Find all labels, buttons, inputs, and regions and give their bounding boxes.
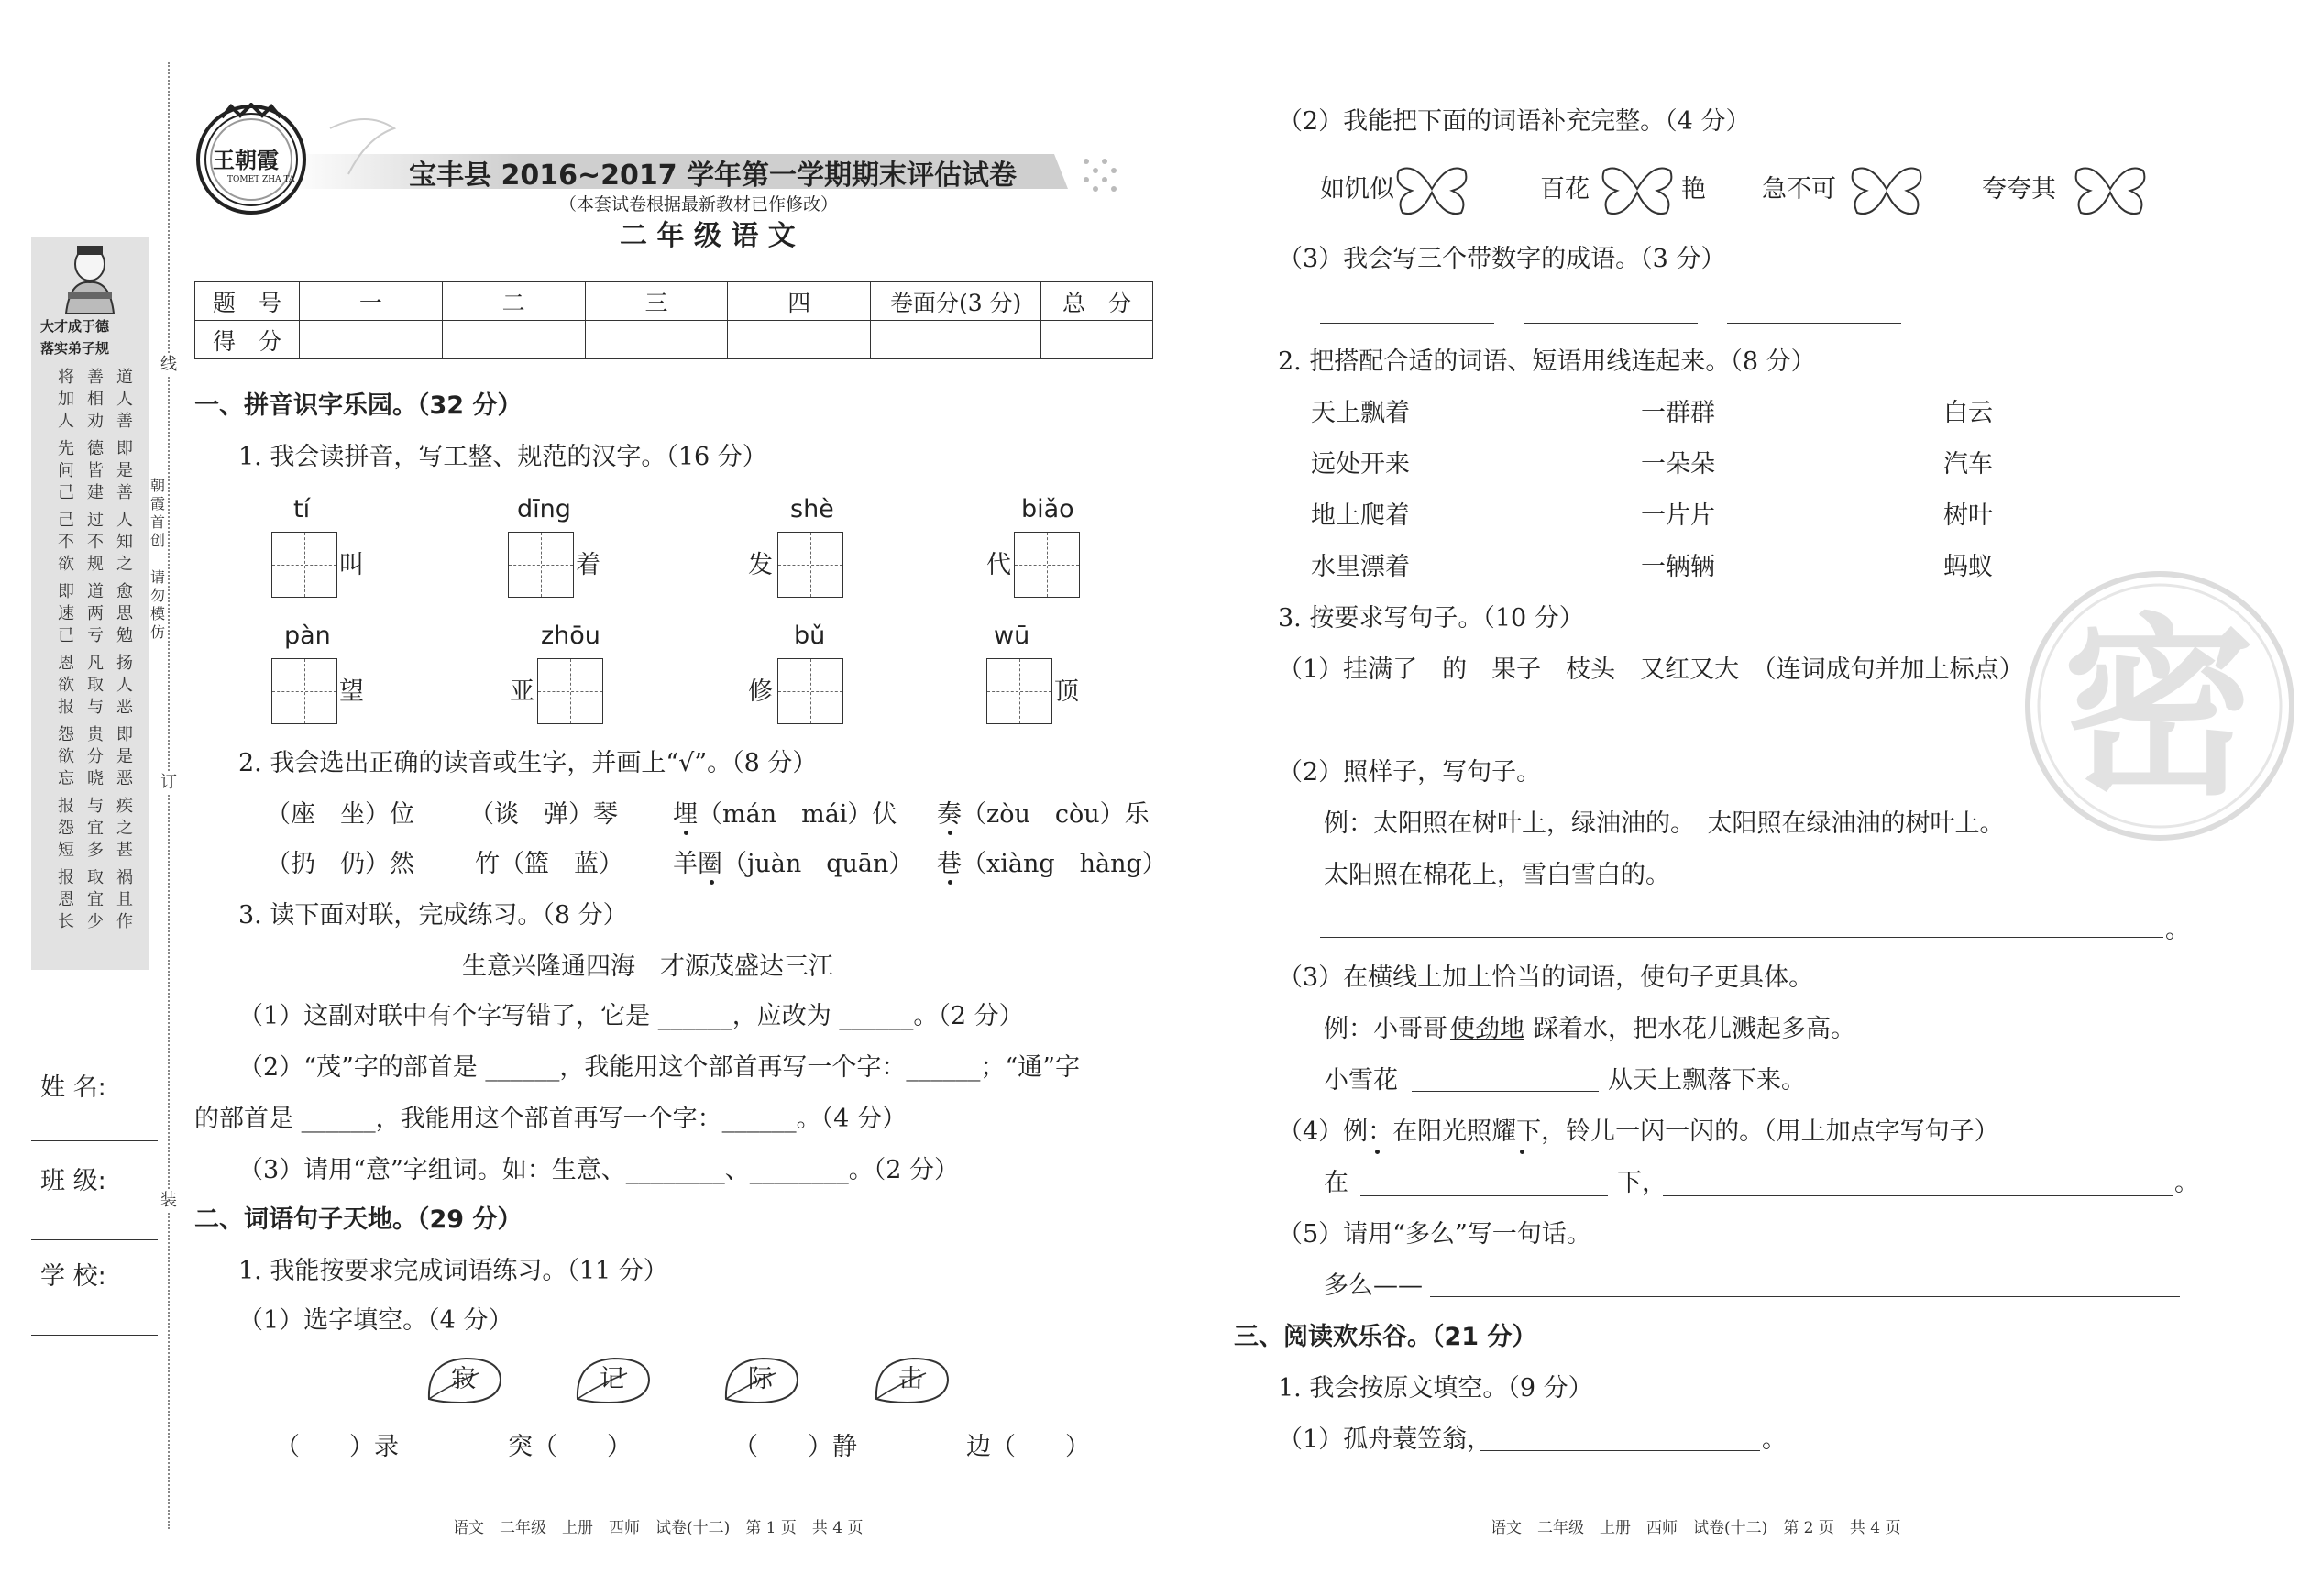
sidebar-verse: 扬人恶: [116, 654, 133, 717]
answer-line[interactable]: [1524, 323, 1698, 324]
leaf-character: 击: [898, 1365, 923, 1393]
question-2-3-3: （3）在横线上加上恰当的词语，使句子更具体。: [1278, 963, 1814, 992]
writing-box[interactable]: [777, 532, 843, 598]
emphasis-dot: [710, 880, 714, 885]
example-prefix: 例：小哥哥: [1324, 1015, 1447, 1043]
sidebar-slogan-1: 大才成于德: [40, 318, 110, 335]
choice-item[interactable]: （谈 弹）琴: [469, 800, 618, 829]
question-1-3-2-cont[interactable]: 的部首是 ______，我能用这个部首再写一个字：______。（4 分）: [194, 1105, 907, 1133]
answer-line[interactable]: [1663, 1195, 2173, 1196]
pinyin-label: bǔ: [794, 622, 826, 650]
sidebar-verse: 人知之: [116, 511, 133, 574]
logo-subtext: TOMET ZHA TA: [227, 175, 295, 184]
page-2-footer: 语文 二年级 上册 西师 试卷(十二) 第 2 页 共 4 页: [1491, 1519, 1901, 1537]
writing-box[interactable]: [777, 658, 843, 724]
page-1-footer: 语文 二年级 上册 西师 试卷(十二) 第 1 页 共 4 页: [453, 1519, 864, 1537]
writing-box[interactable]: [1014, 532, 1080, 598]
emphasis-dot: [684, 831, 688, 835]
writing-box[interactable]: [986, 658, 1052, 724]
idiom-prefix: 夸夸其: [1982, 175, 2056, 204]
sidebar-verse: 先问己: [58, 439, 74, 502]
question-2-1-1: （1）选字填空。（4 分）: [238, 1306, 513, 1335]
char-hint: 代: [986, 551, 1011, 579]
binding-mark-xian: 线: [160, 355, 177, 374]
period-mark: 。: [2174, 1169, 2199, 1197]
leaf-character: 寂: [451, 1365, 476, 1393]
question-2-1: 1. 我能按要求完成词语练习。（11 分）: [238, 1257, 668, 1285]
match-item[interactable]: 一辆辆: [1641, 553, 1715, 581]
answer-line[interactable]: [1320, 323, 1494, 324]
question-2-3-4: （4）例：在阳光照耀下，铃儿一闪一闪的。（用上加点字写句子）: [1278, 1117, 1999, 1146]
question-1-3-1[interactable]: （1）这副对联中有个字写错了，它是 ______，应改为 ______。（2 分）: [238, 1002, 1024, 1030]
question-2-1-3: （3）我会写三个带数字的成语。（3 分）: [1278, 245, 1726, 273]
match-item[interactable]: 一群群: [1641, 399, 1715, 427]
writing-box[interactable]: [537, 658, 603, 724]
question-2-2: 2. 把搭配合适的词语、短语用线连起来。（8 分）: [1278, 347, 1816, 376]
sidebar-verse: 道两亏: [87, 582, 104, 645]
butterfly-blank-icon[interactable]: [1599, 161, 1676, 220]
question-1-3-2[interactable]: （2）“茂”字的部首是 ______，我能用这个部首再写一个字：______；“通”字: [238, 1053, 1080, 1082]
question-3-1: 1. 我会按原文填空。（9 分）: [1278, 1374, 1593, 1403]
score-header-cell: 题 号: [195, 282, 300, 321]
char-hint: 亚: [510, 677, 534, 706]
sidebar-verse: 德皆建: [87, 439, 104, 502]
butterfly-blank-icon[interactable]: [1848, 161, 1925, 220]
match-item[interactable]: 天上飘着: [1311, 399, 1410, 427]
sidebar-verse: 报恩长: [58, 868, 74, 931]
scholar-figure-icon: [48, 240, 132, 315]
fill-blank[interactable]: 突（ ）: [508, 1433, 632, 1461]
period-mark: 。: [2165, 916, 2190, 944]
sentence-middle: 下，: [1617, 1169, 1667, 1197]
pinyin-label: biǎo: [1021, 495, 1074, 523]
question-2-3-5: （5）请用“多么”写一句话。: [1278, 1220, 1591, 1249]
question-3-1-1: （1）孤舟蓑笠翁，: [1278, 1425, 1492, 1454]
section-1-heading: 一、拼音识字乐园。（32 分）: [194, 391, 523, 420]
choice-item[interactable]: 竹（篮 蓝）: [475, 850, 623, 878]
section-3-heading: 三、阅读欢乐谷。（21 分）: [1234, 1323, 1537, 1351]
section-2-heading: 二、词语句子天地。（29 分）: [194, 1205, 523, 1234]
emphasis-dot: [1375, 1150, 1380, 1154]
sidebar-slogan-2: 落实弟子规: [40, 340, 110, 357]
answer-line[interactable]: [1430, 1296, 2180, 1297]
sidebar-verse: 过不规: [87, 511, 104, 574]
couplet: 生意兴隆通四海 才源茂盛达三江: [462, 952, 833, 981]
exam-title: 宝丰县 2016~2017 学年第一学期期末评估试卷: [409, 160, 1018, 192]
idiom-prefix: 百花: [1540, 175, 1590, 204]
question-1-3: 3. 读下面对联，完成练习。（8 分）: [238, 901, 628, 930]
sidebar-verse: 怨欲忘: [58, 725, 74, 788]
sidebar-verse: 即是恶: [116, 725, 133, 788]
question-1-2: 2. 我会选出正确的读音或生字，并画上“√”。（8 分）: [238, 749, 818, 777]
sidebar-verse: 贵分晓: [87, 725, 104, 788]
score-header-cell: 卷面分(3 分): [871, 282, 1041, 321]
sidebar-verse: 报怨短: [58, 797, 74, 860]
school-field[interactable]: [31, 1335, 158, 1336]
source-sentence: 太阳照在棉花上，雪白雪白的。: [1324, 861, 1670, 889]
score-table: [194, 281, 1153, 359]
butterfly-blank-icon[interactable]: [1393, 161, 1470, 220]
char-hint: 叫: [339, 551, 364, 579]
name-field[interactable]: [31, 1140, 158, 1141]
choice-item[interactable]: 埋（mán mái）伏: [673, 800, 897, 829]
idiom-suffix: 艳: [1681, 175, 1706, 204]
exam-note: （本套试卷根据最新教材已作修改）: [559, 194, 839, 215]
school-label: 学 校:: [40, 1262, 106, 1291]
pinyin-label: wū: [994, 622, 1030, 650]
leaf-character: 记: [600, 1365, 624, 1393]
char-hint: 发: [748, 551, 773, 579]
class-field[interactable]: [31, 1239, 158, 1240]
score-cell[interactable]: [442, 321, 585, 359]
pinyin-label: zhōu: [541, 622, 600, 650]
match-item[interactable]: 汽车: [1943, 450, 1993, 479]
period-mark: 。: [1762, 1425, 1787, 1454]
choice-item[interactable]: （扔 仍）然: [266, 850, 414, 878]
writing-box[interactable]: [508, 532, 574, 598]
sentence-prefix: 多么——: [1324, 1271, 1423, 1300]
score-cell[interactable]: [728, 321, 871, 359]
sidebar-verse: 道人善: [116, 368, 133, 431]
pinyin-label: pàn: [284, 622, 331, 650]
sentence-prefix: 小雪花: [1324, 1066, 1398, 1095]
answer-line[interactable]: [1360, 1195, 1608, 1196]
pinyin-label: dīng: [517, 495, 571, 523]
score-header-cell: 二: [442, 282, 585, 321]
question-2-3-2: （2）照样子，写句子。: [1278, 758, 1542, 787]
fill-blank[interactable]: （ ）录: [275, 1433, 399, 1461]
score-cell[interactable]: [585, 321, 728, 359]
writing-box[interactable]: [271, 532, 337, 598]
dotted-binding-line: [168, 62, 170, 1529]
sidebar-verse: 取宜少: [87, 868, 104, 931]
score-header-cell: 三: [585, 282, 728, 321]
match-item[interactable]: 白云: [1943, 399, 1993, 427]
exam-subject: 二 年 级 语 文: [620, 220, 796, 252]
score-header-row: [195, 282, 1153, 321]
score-cell[interactable]: [299, 321, 442, 359]
sidebar-verse: 祸且作: [116, 868, 133, 931]
sidebar-verse: 即是善: [116, 439, 133, 502]
name-label: 姓 名:: [40, 1073, 106, 1102]
watermark-character: 密: [2063, 597, 2256, 821]
score-cell[interactable]: [1041, 321, 1153, 359]
butterfly-blank-icon[interactable]: [2072, 161, 2149, 220]
pinyin-label: tí: [293, 495, 311, 523]
class-label: 班 级:: [40, 1167, 106, 1195]
score-header-cell: 一: [299, 282, 442, 321]
binding-margin: [0, 0, 183, 1596]
question-1-3-3[interactable]: （3）请用“意”字组词。如：生意、________、________。（2 分）: [238, 1156, 960, 1184]
question-2-1-2: （2）我能把下面的词语补充完整。（4 分）: [1278, 107, 1751, 136]
answer-line[interactable]: [1727, 323, 1901, 324]
choice-item[interactable]: 奏（zòu còu）乐: [937, 800, 1150, 829]
fill-blank[interactable]: 边（ ）: [966, 1433, 1090, 1461]
sidebar-verse: 善相劝: [87, 368, 104, 431]
score-header-cell: 四: [728, 282, 871, 321]
question-1-1: 1. 我会读拼音，写工整、规范的汉字。（16 分）: [238, 443, 767, 471]
sidebar-verse: 即速已: [58, 582, 74, 645]
binding-mark-ding: 订: [160, 773, 177, 792]
idiom-prefix: 急不可: [1762, 175, 1836, 204]
example-sentence: 例：太阳照在树叶上，绿油油的。 太阳照在绿油油的树叶上。: [1324, 809, 2005, 838]
sidebar-verse: 凡取与: [87, 654, 104, 717]
sidebar-verse: 疾之甚: [116, 797, 133, 860]
match-item[interactable]: 远处开来: [1311, 450, 1410, 479]
choice-item[interactable]: （座 坐）位: [266, 800, 414, 829]
char-hint: 望: [339, 677, 364, 706]
leaf-character: 际: [748, 1365, 773, 1393]
match-item[interactable]: 蚂蚁: [1943, 553, 1993, 581]
char-hint: 修: [748, 677, 773, 706]
answer-line[interactable]: [1412, 1091, 1599, 1092]
sentence-suffix: 从天上飘落下来。: [1608, 1066, 1806, 1095]
match-item[interactable]: 一朵朵: [1641, 450, 1715, 479]
question-2-3: 3. 按要求写句子。（10 分）: [1278, 604, 1584, 633]
char-hint: 着: [576, 551, 600, 579]
emphasis-dot: [1520, 1150, 1524, 1154]
sidebar-verse: 将加人: [58, 368, 74, 431]
choice-item[interactable]: 羊圈（juàn quān）: [673, 850, 914, 878]
copyright-1: 朝霞首创: [149, 477, 165, 549]
sidebar-verse: 恩欲报: [58, 654, 74, 717]
writing-box[interactable]: [271, 658, 337, 724]
fill-blank[interactable]: （ ）静: [733, 1433, 857, 1461]
sidebar-verse: 愈思勉: [116, 582, 133, 645]
score-header-cell: 总 分: [1041, 282, 1153, 321]
emphasis-dot: [948, 831, 952, 835]
pinyin-label: shè: [790, 495, 834, 523]
match-item[interactable]: 一片片: [1641, 501, 1715, 530]
score-cell[interactable]: [871, 321, 1041, 359]
binding-mark-zhuang: 装: [160, 1191, 177, 1210]
copyright-2: 请勿模仿: [149, 568, 165, 641]
logo-text: 王朝霞: [213, 147, 279, 173]
sidebar-verse: 己不欲: [58, 511, 74, 574]
example-suffix: 踩着水，把水花儿溅起多高。: [1534, 1015, 1855, 1043]
match-item[interactable]: 地上爬着: [1311, 501, 1410, 530]
match-item[interactable]: 水里漂着: [1311, 553, 1410, 581]
emphasis-dot: [948, 880, 952, 885]
answer-line[interactable]: [1480, 1450, 1760, 1451]
example-underlined: 使劲地: [1450, 1015, 1524, 1043]
char-hint: 顶: [1054, 677, 1079, 706]
choice-item[interactable]: 巷（xiàng hàng）: [937, 850, 1167, 878]
sidebar-verses: [37, 367, 147, 953]
match-item[interactable]: 树叶: [1943, 501, 1993, 530]
answer-line[interactable]: [1320, 937, 2163, 938]
idiom-prefix: 如饥似: [1320, 175, 1394, 204]
sentence-prefix: 在: [1324, 1169, 1348, 1197]
score-label-cell: 得 分: [195, 321, 300, 359]
score-value-row: [195, 321, 1153, 359]
question-2-3-1: （1）挂满了 的 果子 枝头 又红又大 （连词成句并加上标点）: [1278, 655, 2024, 684]
sidebar-verse: 与宜多: [87, 797, 104, 860]
